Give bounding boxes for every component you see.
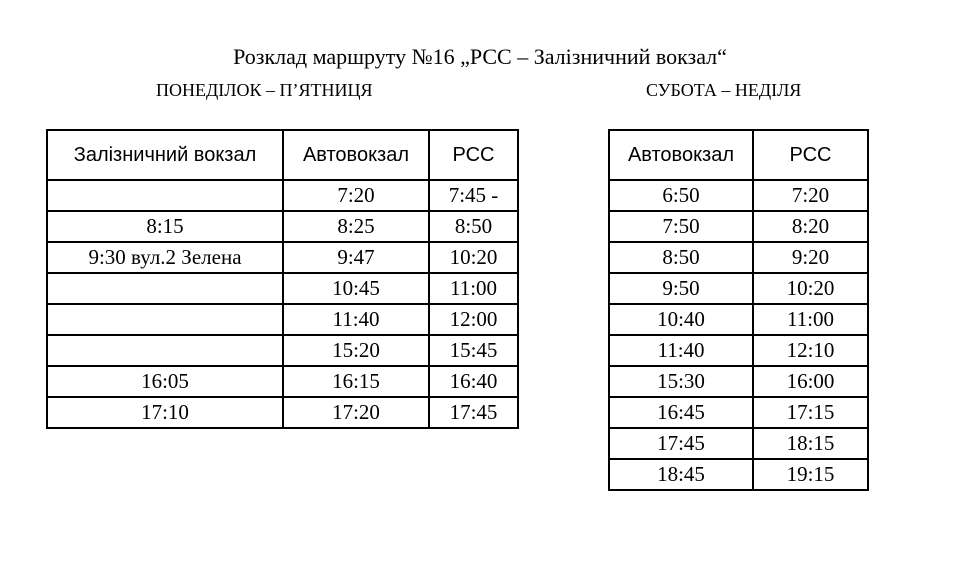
table-cell <box>47 304 283 335</box>
table-cell: 9:30 вул.2 Зелена <box>47 242 283 273</box>
table-row <box>47 242 518 273</box>
table-row <box>47 366 518 397</box>
page-title: Розклад маршруту №16 „РСС – Залізничний вокзал“ <box>233 44 727 69</box>
table-cell: 11:40 <box>609 335 753 366</box>
table-cell: 7:50 <box>609 211 753 242</box>
table-cell: 11:00 <box>753 304 868 335</box>
table-row <box>609 459 868 490</box>
table-cell: 12:00 <box>429 304 518 335</box>
table-row <box>47 273 518 304</box>
table-row <box>609 335 868 366</box>
table-cell: 15:20 <box>283 335 429 366</box>
table-cell: 7:45 - <box>429 180 518 211</box>
table-cell: 16:05 <box>47 366 283 397</box>
table-cell: 6:50 <box>609 180 753 211</box>
table-row <box>47 180 518 211</box>
table-cell: 11:40 <box>283 304 429 335</box>
column-header-bus-station: Автовокзал <box>609 130 753 180</box>
table-cell: 17:45 <box>429 397 518 428</box>
table-cell: 11:00 <box>429 273 518 304</box>
table-cell: 9:20 <box>753 242 868 273</box>
table-cell <box>47 335 283 366</box>
table-row <box>609 304 868 335</box>
table-cell <box>47 273 283 304</box>
table-cell: 8:50 <box>429 211 518 242</box>
column-header-rss: РСС <box>753 130 868 180</box>
table-cell: 19:15 <box>753 459 868 490</box>
table-row <box>609 428 868 459</box>
table-row <box>609 242 868 273</box>
weekdays-label: ПОНЕДІЛОК – П’ЯТНИЦЯ <box>156 80 373 100</box>
table-cell: 8:20 <box>753 211 868 242</box>
table-cell: 10:20 <box>753 273 868 304</box>
table-cell: 9:47 <box>283 242 429 273</box>
table-row <box>609 180 868 211</box>
table-cell: 16:40 <box>429 366 518 397</box>
table-cell: 8:50 <box>609 242 753 273</box>
table-cell: 10:20 <box>429 242 518 273</box>
table-cell: 15:45 <box>429 335 518 366</box>
table-cell: 17:45 <box>609 428 753 459</box>
table-cell: 18:15 <box>753 428 868 459</box>
table-cell <box>47 180 283 211</box>
column-header-bus-station: Автовокзал <box>283 130 429 180</box>
table-cell: 16:45 <box>609 397 753 428</box>
table-cell: 8:25 <box>283 211 429 242</box>
weekend-label: СУБОТА – НЕДІЛЯ <box>646 80 802 100</box>
table-row <box>47 211 518 242</box>
table-cell: 10:40 <box>609 304 753 335</box>
table-cell: 16:15 <box>283 366 429 397</box>
table-cell: 16:00 <box>753 366 868 397</box>
table-cell: 8:15 <box>47 211 283 242</box>
table-cell: 18:45 <box>609 459 753 490</box>
table-row <box>609 273 868 304</box>
table-row <box>609 397 868 428</box>
column-header-railway-station: Залізничний вокзал <box>47 130 283 180</box>
table-cell: 10:45 <box>283 273 429 304</box>
table-cell: 17:20 <box>283 397 429 428</box>
table-row <box>47 304 518 335</box>
table-row <box>47 335 518 366</box>
table-header-row <box>47 130 518 180</box>
table-cell: 12:10 <box>753 335 868 366</box>
table-row <box>47 397 518 428</box>
table-cell: 9:50 <box>609 273 753 304</box>
weekdays-schedule-table <box>46 129 519 429</box>
table-cell: 7:20 <box>753 180 868 211</box>
table-cell: 17:10 <box>47 397 283 428</box>
weekend-schedule-table <box>608 129 869 491</box>
table-cell: 7:20 <box>283 180 429 211</box>
table-row <box>609 211 868 242</box>
table-row <box>609 366 868 397</box>
table-cell: 15:30 <box>609 366 753 397</box>
column-header-rss: РСС <box>429 130 518 180</box>
table-header-row <box>609 130 868 180</box>
table-cell: 17:15 <box>753 397 868 428</box>
